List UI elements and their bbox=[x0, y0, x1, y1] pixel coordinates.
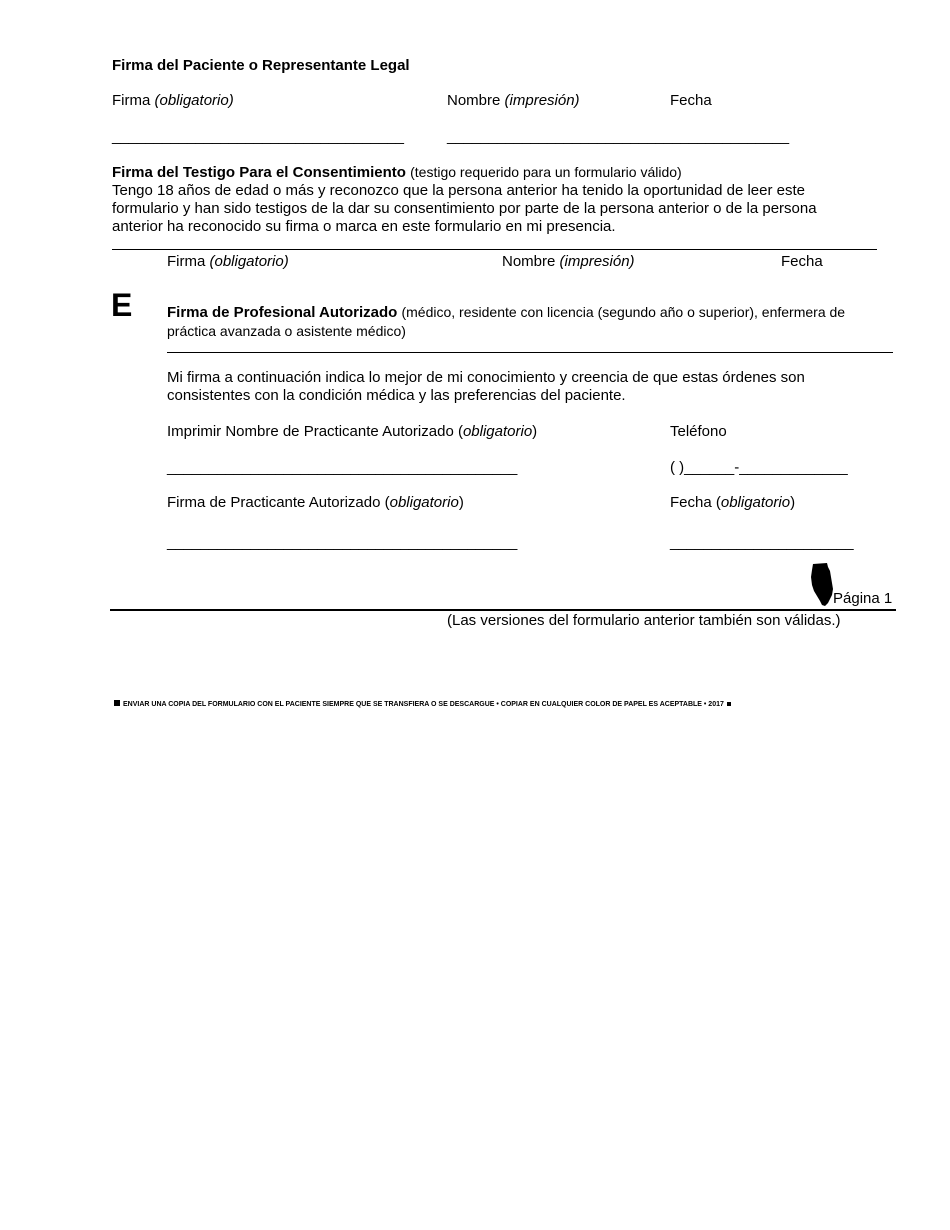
witness-section-title-row bbox=[112, 164, 682, 181]
print-name-note: obligatorio bbox=[462, 423, 533, 440]
practitioner-date-note: obligatorio bbox=[720, 494, 791, 511]
practitioner-signature-close: ) bbox=[458, 494, 464, 511]
witness-signature-note: (obligatorio) bbox=[209, 253, 289, 270]
patient-name-note: (impresión) bbox=[504, 92, 580, 109]
patient-name-label-text: Nombre bbox=[447, 92, 501, 109]
professional-section-rule bbox=[167, 352, 893, 353]
practitioner-signature-label-text: Firma de Practicante Autorizado ( bbox=[167, 494, 390, 511]
practitioner-date-line[interactable]: ______________________ bbox=[670, 534, 854, 551]
practitioner-date-label bbox=[670, 494, 795, 511]
patient-signature-note: (obligatorio) bbox=[154, 92, 234, 109]
witness-title-note: (testigo requerido para un formulario válido) bbox=[410, 164, 682, 180]
practitioner-signature-line[interactable]: __________________________________________ bbox=[167, 534, 518, 551]
illinois-state-icon bbox=[810, 563, 834, 607]
phone-label: Teléfono bbox=[670, 423, 727, 440]
witness-name-label-text: Nombre bbox=[502, 253, 556, 270]
witness-statement: Tengo 18 años de edad o más y reconozco que la persona anterior ha tenido la oportunidad de leer este formulario y han sido testigos de la dar su consentimiento por parte de la persona anterior o de la persona anterior ha reconocido su firma o marca en este formulario en mi presencia. bbox=[112, 182, 817, 235]
print-name-line[interactable]: __________________________________________ bbox=[167, 459, 518, 476]
phone-line[interactable]: ( )______-_____________ bbox=[670, 459, 848, 476]
witness-date-label: Fecha bbox=[781, 253, 823, 270]
print-name-label bbox=[167, 423, 537, 440]
previous-versions-note: (Las versiones del formulario anterior también son válidas.) bbox=[447, 612, 841, 629]
square-bullet-icon bbox=[114, 700, 120, 706]
print-name-close: ) bbox=[532, 423, 538, 440]
patient-date-label: Fecha bbox=[670, 92, 712, 109]
practitioner-signature-label bbox=[167, 494, 464, 511]
patient-section-title: Firma del Paciente o Representante Legal bbox=[112, 57, 410, 74]
professional-statement: Mi firma a continuación indica lo mejor de mi conocimiento y creencia de que estas órdenes son consistentes con la condición médica y las preferencias del paciente. bbox=[167, 369, 805, 404]
witness-signature-label-text: Firma bbox=[167, 253, 206, 270]
patient-signature-line[interactable]: ___________________________________ bbox=[112, 128, 404, 145]
patient-name-label bbox=[447, 92, 580, 109]
footer-notice-text: ENVIAR UNA COPIA DEL FORMULARIO CON EL PACIENTE SIEMPRE QUE SE TRANSFIERA O SE DESCARGUE • COPIAR EN CUALQUIER COLOR DE PAPEL ES ACEPTABLE • 2017 bbox=[123, 701, 724, 708]
patient-name-line[interactable]: _________________________________________ bbox=[447, 128, 790, 145]
professional-title-note: (médico, residente con licencia (segundo año o superior), enfermera de práctica avanzada o asistente médico) bbox=[167, 304, 846, 339]
section-letter-e: E bbox=[111, 287, 133, 323]
footer-rule bbox=[110, 609, 896, 611]
practitioner-signature-note: obligatorio bbox=[389, 494, 459, 511]
practitioner-date-label-text: Fecha ( bbox=[670, 494, 721, 511]
witness-signature-label bbox=[167, 253, 289, 270]
footer-notice bbox=[114, 700, 731, 710]
square-bullet-end-icon bbox=[727, 702, 731, 706]
practitioner-date-close: ) bbox=[790, 494, 796, 511]
patient-signature-label bbox=[112, 92, 234, 109]
witness-signature-rule[interactable] bbox=[112, 249, 877, 250]
witness-name-label bbox=[502, 253, 635, 270]
witness-name-note: (impresión) bbox=[559, 253, 635, 270]
patient-signature-label-text: Firma bbox=[112, 92, 151, 109]
professional-title-block bbox=[167, 303, 867, 341]
professional-section-title: Firma de Profesional Autorizado bbox=[167, 304, 398, 321]
page-number: Página 1 bbox=[833, 590, 893, 607]
print-name-label-text: Imprimir Nombre de Practicante Autorizado ( bbox=[167, 423, 463, 440]
witness-section-title: Firma del Testigo Para el Consentimiento bbox=[112, 164, 406, 181]
